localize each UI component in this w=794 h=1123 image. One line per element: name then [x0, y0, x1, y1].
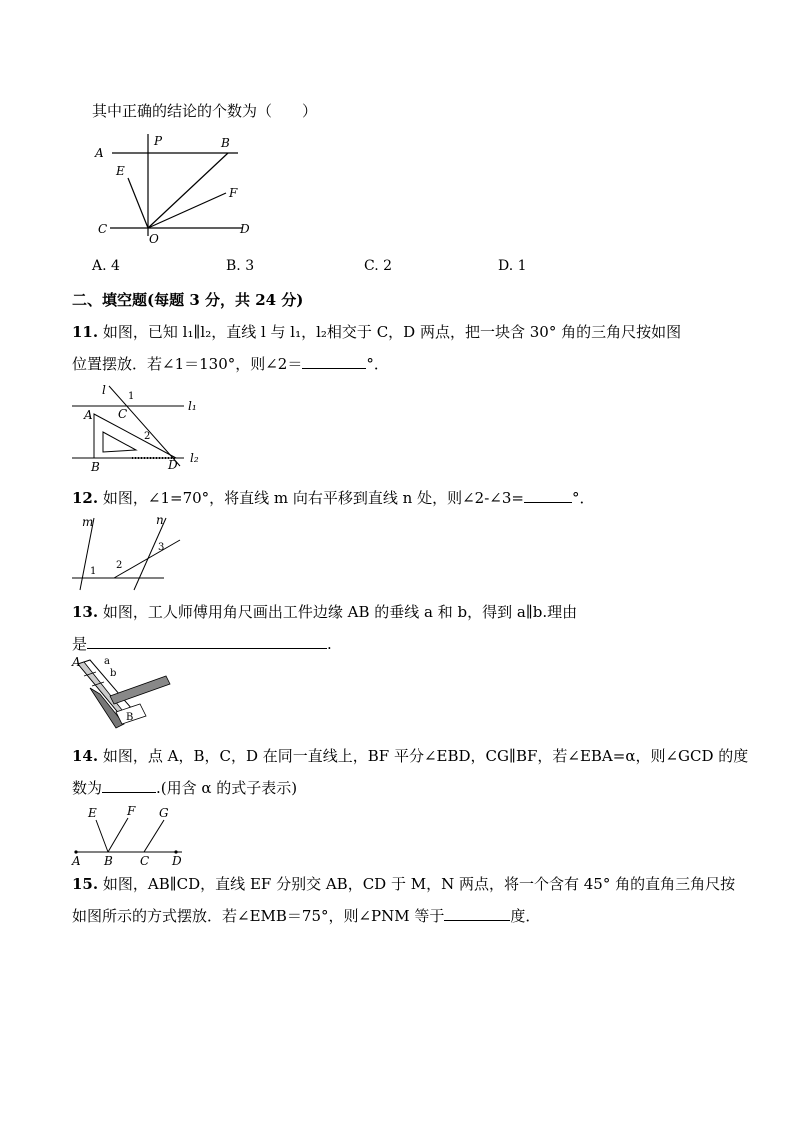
q10-label: C [98, 222, 108, 236]
q10-label: O [149, 232, 159, 246]
q11-label: 2 [144, 431, 151, 442]
q11-text: 如图，已知 l₁∥l₂，直线 l 与 l₁，l₂相交于 C，D 两点，把一块含 30° 角的三角尺按如图 [102, 323, 682, 341]
q10-option-d[interactable]: D. 1 [498, 258, 527, 274]
q11-label: l [102, 383, 106, 397]
q12-label: 1 [90, 566, 97, 577]
q14-label: C [140, 854, 150, 868]
q11-label: l₂ [190, 451, 199, 465]
q14-number: 14. [72, 747, 99, 765]
q14-label: F [127, 804, 136, 818]
q11-line2 [72, 352, 389, 374]
q13-number: 13. [72, 603, 99, 621]
q15-line2 [72, 904, 540, 926]
q12-label: 3 [158, 542, 165, 553]
q12-label: n [156, 513, 164, 527]
q13-label: B [126, 712, 134, 723]
q14-line2 [72, 776, 297, 798]
q12-line1 [72, 486, 595, 508]
q10-option-a[interactable]: A. 4 [92, 258, 120, 274]
q13-figure [70, 656, 180, 736]
q12-text: °． [571, 489, 595, 507]
q13-text: 是 [72, 635, 88, 653]
q15-text: 度． [510, 907, 541, 925]
q10-stem-tail: 其中正确的结论的个数为（ ） [92, 102, 318, 120]
q11-label: B [91, 460, 100, 474]
q14-label: D [172, 854, 182, 868]
q10-label: A [95, 146, 104, 160]
q12-label: m [82, 515, 94, 529]
section-title: 二、填空题(每题 3 分，共 24 分) [72, 291, 304, 309]
q13-line2 [72, 632, 332, 654]
q10-label: F [229, 186, 238, 200]
q10-label: P [154, 134, 163, 148]
q13-label: A [72, 655, 81, 669]
q11-number: 11. [72, 323, 99, 341]
q14-text: 数为 [72, 779, 103, 797]
q11-label: D [168, 458, 178, 472]
q11-label: 1 [128, 391, 135, 402]
q10-label: D [240, 222, 250, 236]
q15-answer-blank[interactable] [444, 904, 510, 921]
q14-text: 如图，点 A，B，C，D 在同一直线上，BF 平分∠EBD，CG∥BF，若∠EBA=α，则∠GCD 的度 [102, 747, 749, 765]
q11-text: 位置摆放．若∠1＝130°，则∠2＝ [72, 355, 303, 373]
q15-number: 15. [72, 875, 99, 893]
q14-label: B [104, 854, 113, 868]
q12-answer-blank[interactable] [524, 486, 572, 503]
q11-line1 [72, 322, 681, 342]
q12-text: 如图，∠1=70°，将直线 m 向右平移到直线 n 处，则∠2-∠3= [102, 489, 524, 507]
q14-label: A [72, 854, 81, 868]
q14-text: .(用含 α 的式子表示) [156, 779, 298, 797]
q11-figure [72, 382, 212, 474]
q10-label: E [116, 164, 125, 178]
q13-line1 [72, 602, 577, 622]
q11-label: l₁ [188, 399, 197, 413]
q11-text: °． [366, 355, 389, 373]
q13-answer-blank[interactable] [87, 632, 327, 649]
q14-answer-blank[interactable] [102, 776, 156, 793]
q15-text: 如图，AB∥CD，直线 EF 分别交 AB，CD 于 M，N 两点，将一个含有 45° 角的直角三角尺按 [102, 875, 736, 893]
q15-text: 如图所示的方式摆放．若∠EMB＝75°，则∠PNM 等于 [72, 907, 445, 925]
q13-text: 如图，工人师傅用角尺画出工件边缘 AB 的垂线 a 和 b，得到 a∥b.理由 [102, 603, 578, 621]
q14-figure [70, 804, 190, 868]
q15-line1 [72, 874, 735, 894]
q11-label: A [84, 408, 93, 422]
q10-figure [92, 130, 262, 250]
q14-line1 [72, 746, 748, 766]
q11-answer-blank[interactable] [302, 352, 366, 369]
q11-label: C [118, 407, 128, 421]
q14-label: E [88, 806, 97, 820]
q13-label: b [110, 668, 117, 679]
q10-option-c[interactable]: C. 2 [364, 258, 393, 274]
q12-figure [70, 512, 190, 592]
q10-label: B [221, 136, 230, 150]
q13-text: . [327, 635, 332, 653]
q12-number: 12. [72, 489, 99, 507]
q13-label: a [104, 656, 110, 667]
q14-label: G [159, 806, 169, 820]
q12-label: 2 [116, 560, 123, 571]
q10-option-b[interactable]: B. 3 [226, 258, 255, 274]
